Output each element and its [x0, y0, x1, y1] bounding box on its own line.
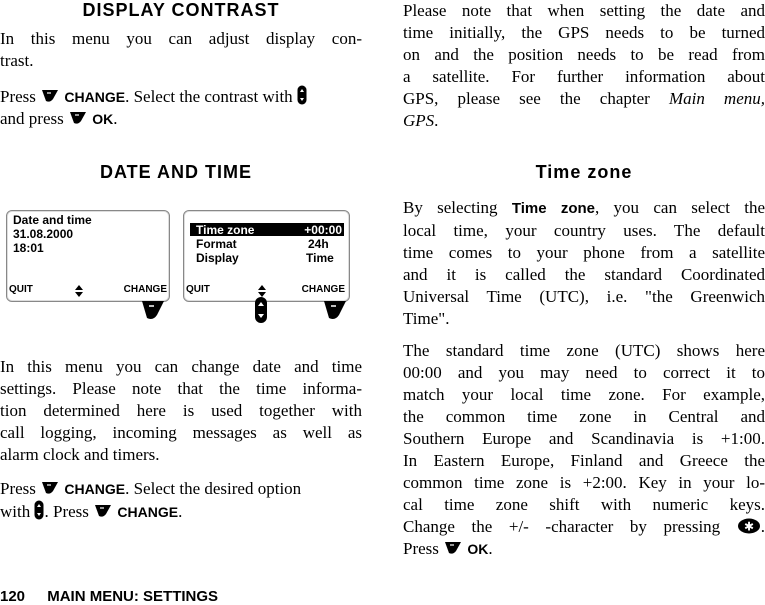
- svg-text:✱: ✱: [743, 519, 754, 534]
- time-zone-keyword: Time zone: [511, 200, 595, 217]
- screen-date: 31.08.2000: [13, 227, 74, 241]
- contrast-paragraph-2: Press CHANGE. Select the contrast with and press OK.: [0, 85, 362, 130]
- tz-p1-line: Time".: [403, 309, 450, 328]
- intro-line: Please note that when setting the date and: [403, 1, 765, 20]
- date-press-text: Press: [0, 479, 36, 498]
- format-value: 24h: [308, 237, 329, 251]
- date-change2-keyword: CHANGE: [117, 504, 179, 520]
- tz-p2-line: common time zone is +2:00. Key in your lo-: [403, 473, 765, 492]
- contrast-select-text: . Select the contrast with: [125, 87, 293, 106]
- contrast-change-keyword: CHANGE: [64, 89, 126, 105]
- time-zone-paragraph-1: By selecting Time zone, you can select the local time, your country uses. The default time comes to your phone from a satellite and it is called the standard Coordinated Universal Time (UTC), i.e. "the Greenwich Time".: [403, 198, 765, 328]
- date-p1-line: tion determined here is used together with: [0, 401, 362, 420]
- chapter-reference: Main menu,: [668, 89, 765, 108]
- intro-last-text: GPS, please see the chapter: [403, 89, 650, 108]
- scroll-key-icon: [34, 500, 44, 520]
- screen-change-softkey: CHANGE: [301, 284, 345, 295]
- page-footer: [0, 588, 218, 605]
- tz-p2-line: Southern Europe and Scandinavia is +1:00.: [403, 429, 765, 448]
- date-p1-line: call logging, incoming messages as well as: [0, 423, 362, 442]
- screen-time: 18:01: [13, 241, 44, 255]
- tz-p1-line: and it is called the standard Coordinated: [403, 265, 765, 284]
- tz-p2-line: match your local time zone. For example,: [403, 385, 765, 404]
- screen-quit-softkey: QUIT: [186, 284, 210, 295]
- date-paragraph-1: [0, 356, 362, 466]
- softkey-right-icon: [322, 300, 348, 322]
- phone-screen-date-time: [6, 210, 170, 302]
- tz-press-text: Press: [403, 539, 439, 558]
- date-and-time-heading: DATE AND TIME: [100, 162, 252, 182]
- format-row: [196, 237, 344, 251]
- contrast-ok-keyword: OK: [92, 111, 114, 127]
- tz-p2-line: In Eastern Europe, Finland and Greece the: [403, 451, 765, 470]
- softkey-right-icon: [140, 300, 166, 322]
- contrast-paragraph-1: [0, 28, 362, 72]
- tz-p2-line: the common time zone in Central and: [403, 407, 765, 426]
- time-zone-heading: Time zone: [535, 162, 633, 182]
- tz-p1-line: time comes to your phone from a satellite: [403, 243, 765, 262]
- softkey-right-icon: [93, 504, 113, 518]
- date-select-text: . Select the desired option: [125, 479, 302, 498]
- time-zone-paragraph-2: The standard time zone (UTC) shows here 00:00 and you may need to correct it to match your local time zone. For example, the common time zone in Central and Southern Europe and Scandinavia is +1:00. In Eastern Europe, Finland and Greece the common time zone is +2:00. Key in your lo- cal time zone shift with numeric keys. Change the +/- -character by pressing ✱ . Press OK.: [403, 341, 765, 558]
- date-p1-line: settings. Please note that the time informa-: [0, 379, 362, 398]
- date-paragraph-2: Press CHANGE. Select the desired option with . Press CHANGE.: [0, 479, 302, 521]
- time-zone-label: Time zone: [196, 223, 255, 237]
- date-p1-line: alarm clock and timers.: [0, 445, 160, 464]
- screen-title: Date and time: [13, 213, 92, 227]
- screen-quit-softkey: QUIT: [9, 284, 33, 295]
- contrast-press-text: Press: [0, 87, 36, 106]
- gps-note-paragraph: Please note that when setting the date and time initially, the GPS needs to be turned on and the position needs to be read from a satellite. For further information about GPS, please see the chapter Main menu, GPS.: [403, 1, 765, 130]
- section-title: MAIN MENU: SETTINGS: [47, 588, 219, 605]
- date-press2-text: . Press: [44, 502, 89, 521]
- softkey-right-icon: [68, 111, 88, 125]
- tz-p2-line: The standard time zone (UTC) shows here: [403, 341, 765, 360]
- contrast-and-press-text: and press: [0, 109, 64, 128]
- tz-p2-line: 00:00 and you may need to correct it to: [403, 363, 765, 382]
- screen-selected-row: [190, 223, 344, 236]
- softkey-right-icon: [40, 481, 60, 495]
- format-label: Format: [196, 237, 237, 251]
- gps-reference: GPS: [403, 111, 435, 130]
- star-key-icon: [737, 518, 761, 534]
- tz-p1-line: local time, your country uses. The default: [403, 221, 765, 240]
- tz-p1-line: Universal Time (UTC), i.e. "the Greenwich: [403, 287, 765, 306]
- intro-line: a satellite. For further information about: [403, 67, 765, 86]
- scroll-key-icon: [297, 85, 307, 105]
- page-number: 120: [0, 588, 26, 605]
- intro-line: on and the position needs to be read from: [403, 45, 765, 64]
- date-with-text: with: [0, 502, 31, 521]
- date-change-keyword: CHANGE: [64, 481, 126, 497]
- tz-ok-keyword: OK: [467, 541, 489, 557]
- display-value: Time: [306, 251, 334, 265]
- softkey-right-icon: [443, 541, 463, 555]
- date-p1-line: In this menu you can change date and time: [0, 357, 362, 376]
- contrast-p1-line2: trast.: [0, 51, 34, 70]
- softkey-right-icon: [40, 89, 60, 103]
- intro-line: time initially, the GPS needs to be turned: [403, 23, 765, 42]
- phone-screen-time-settings: [183, 210, 350, 302]
- scroll-arrows-icon: [75, 285, 83, 297]
- display-contrast-heading: DISPLAY CONTRAST: [82, 0, 280, 20]
- tz-p2-line: cal time zone shift with numeric keys.: [403, 495, 765, 514]
- screen-change-softkey: CHANGE: [123, 284, 167, 295]
- scroll-key-icon: [254, 296, 268, 324]
- contrast-p1-line1: In this menu you can adjust display con-: [0, 29, 362, 48]
- display-row: [196, 251, 344, 265]
- time-zone-value: +00:00: [304, 223, 342, 237]
- change-sign-text: Change the +/- -character by pressing: [403, 517, 721, 536]
- display-label: Display: [196, 251, 239, 265]
